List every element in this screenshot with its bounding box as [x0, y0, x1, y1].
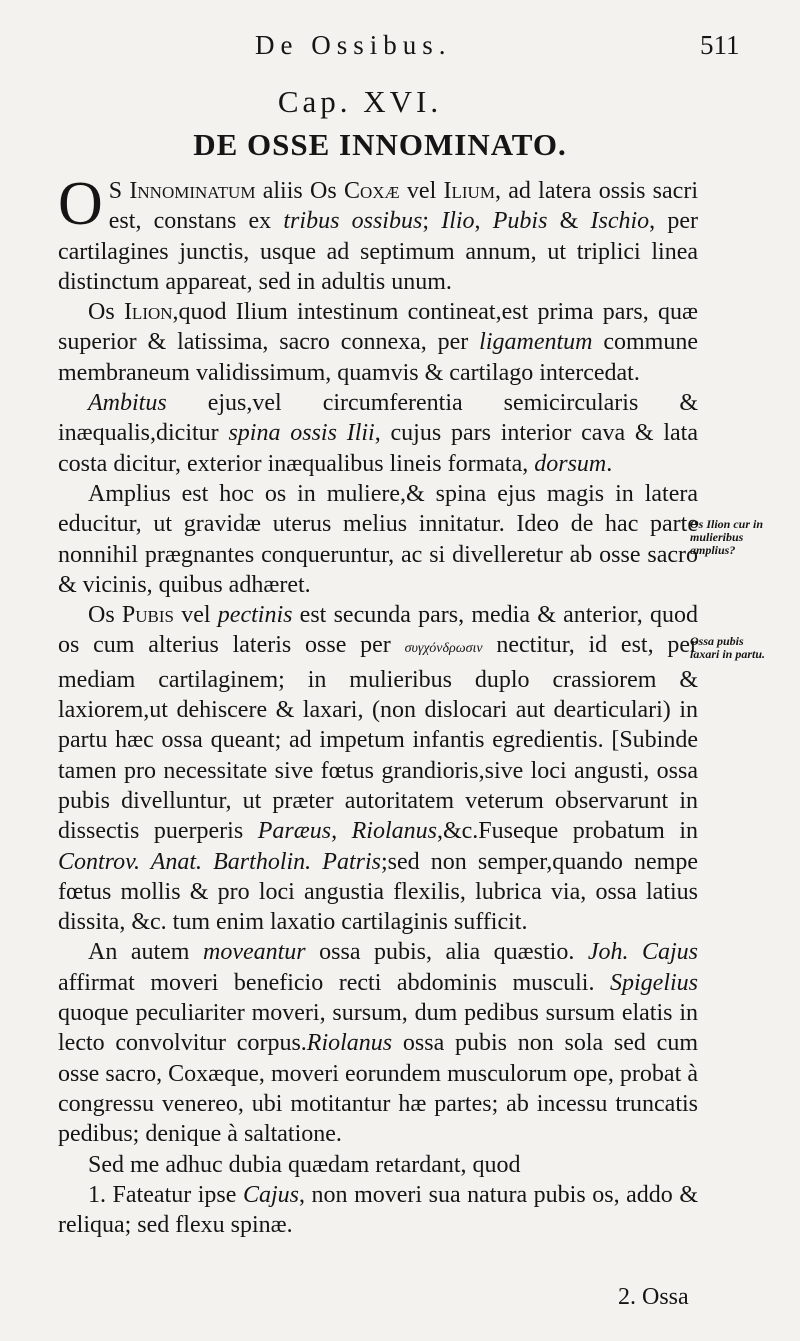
page-number: 511 — [700, 30, 740, 60]
text-run: , non moveri sua natura pubis os, addo & reliqua; sed flexu spinæ. — [58, 1181, 698, 1239]
text-run: ;sed non semper,quando nempe fœtus mollis & pro loci angustia flexilis, lubrica via, ossa latius dissita, &c. tum enim laxatio cartilaginis sufficit. — [58, 848, 698, 936]
text-run: ejus,vel circumferentia semicircularis & inæqualis,dicitur — [58, 390, 698, 447]
italic-term: Cajus — [242, 1181, 299, 1208]
drop-cap: O — [58, 170, 103, 238]
text-run: , per cartilagines junctis, usque ad septimum annum, ut triplici linea distinctum appareat, sed in adultis unum. — [58, 208, 699, 295]
running-head-title: De Ossibus. — [255, 30, 452, 60]
italic-term: spina ossis Ilii — [228, 420, 375, 447]
small-caps-term: Ilion — [123, 299, 173, 326]
text-run: , ad latera ossis sacri est, constans ex — [108, 178, 698, 235]
text-run: ossa pubis non sola sed cum osse sacro, Coxæque, moveri eorundem musculorum ope, probat à congressu venereo, ubi motitantur hæ partes; ab incessu truncatis pedibus; denique à saltatione. — [58, 1030, 698, 1148]
italic-term: moveantur — [202, 939, 306, 966]
chapter-number: Cap. XVI. — [277, 84, 443, 119]
running-head — [0, 30, 800, 66]
marginal-note-ilion: Os Ilion cur in mulieribus amplius? — [690, 517, 764, 557]
text-run: , cujus pars interior cava & lata costa dicitur, exterior inæqualibus lineis formata, — [58, 420, 698, 477]
text-run: & — [547, 208, 591, 235]
chapter-heading: DE OSSE INNOMINATO. — [193, 127, 567, 162]
text-run: est secunda pars, media & anterior, quod os cum alterius lateris osse per — [58, 602, 698, 659]
italic-term: Pubis — [492, 208, 548, 235]
text-run: 1. Fateatur ipse — [88, 1181, 243, 1208]
italic-term: Ilio — [441, 208, 475, 235]
marginal-note-pubis: Ossa pubis laxari in partu. — [690, 634, 766, 661]
catchword: 2. Ossa — [618, 1284, 689, 1310]
italic-term: ligamentum — [479, 329, 593, 356]
text-run: Sed me adhuc dubia quædam retardant, quod — [88, 1151, 521, 1178]
text-run: affirmat moveri beneficio recti abdominis musculi. — [58, 969, 610, 996]
italic-term: Paræus, Riolanus — [257, 818, 437, 845]
text-run: An autem — [88, 939, 203, 966]
italic-term: tribus ossibus — [283, 208, 423, 235]
italic-term: pectinis — [217, 602, 293, 629]
text-run: commune membraneum validissimum, quamvis & cartilago intercedat. — [58, 329, 699, 386]
small-caps-term: Coxæ — [343, 178, 400, 204]
text-run: , — [474, 208, 493, 235]
text-run: Amplius est hoc os in muliere,& spina ejus magis in latera educitur, ut gravidæ uterus melius innitatur. Ideo de hac parte nonnihil prægnantes conqueruntur, ac si divelleretur ab osse sacro & vicinis, quibus adhæret. — [58, 480, 698, 598]
italic-term: Ischio — [590, 208, 650, 235]
text-run: quoque peculiariter moveri, sursum, dum pedibus sursum elatis in lecto convolvitur corpus. — [58, 1000, 698, 1057]
italic-term: dorsum — [534, 450, 607, 477]
text-run: vel — [399, 178, 444, 204]
italic-term: Controv. Anat. Bartholin. Patris — [58, 848, 381, 875]
text-run: ossa pubis, alia quæstio. — [305, 939, 588, 966]
italic-term: Ambitus — [88, 390, 167, 417]
paragraph-5 — [58, 600, 698, 937]
paragraph-1 — [58, 170, 699, 297]
text-run: ; — [422, 208, 442, 235]
text-run: nectitur, id est, per mediam cartilaginem; in mulieribus duplo crassiorem & laxiorem,ut dehiscere & laxari, (non dislocari aut dearticulari) in partu hæc ossa queant; ad impetum infantis egredientis. [Subinde tamen pro necessitate sive fœtus grandioris,sive loci angusti, ossa pubis divelluntur, ut præter autoritatem veterum observarunt in dissectis puerperis — [58, 632, 699, 845]
text-run: vel — [174, 602, 218, 629]
paragraph-6 — [58, 937, 698, 1149]
italic-term: Spigelius — [610, 969, 698, 996]
small-caps-term: Ilium — [443, 178, 495, 204]
paragraph-3 — [58, 388, 698, 479]
italic-term: Joh. Cajus — [587, 939, 698, 966]
text-run: aliis Os — [255, 178, 344, 204]
paragraph-7 — [58, 1150, 698, 1180]
text-run: Os — [88, 299, 124, 326]
small-caps-term: Innominatum — [129, 178, 256, 204]
text-run: ,&c.Fuseque probatum in — [436, 818, 699, 845]
text-run: ,quod Ilium intestinum contineat,est prima pars, quæ superior & latissima, sacro connexa, per — [58, 299, 699, 356]
paragraph-4 — [58, 479, 698, 600]
text-run: S — [108, 178, 130, 204]
text-run: Os — [88, 602, 122, 629]
small-caps-term: Pubis — [121, 602, 174, 629]
text-run: . — [606, 450, 613, 477]
greek-term: συγχόνδρωσιν — [404, 641, 483, 657]
paragraph-8 — [58, 1180, 698, 1241]
italic-term: Riolanus — [306, 1030, 393, 1057]
paragraph-2 — [58, 297, 698, 388]
body-text — [58, 170, 699, 1240]
